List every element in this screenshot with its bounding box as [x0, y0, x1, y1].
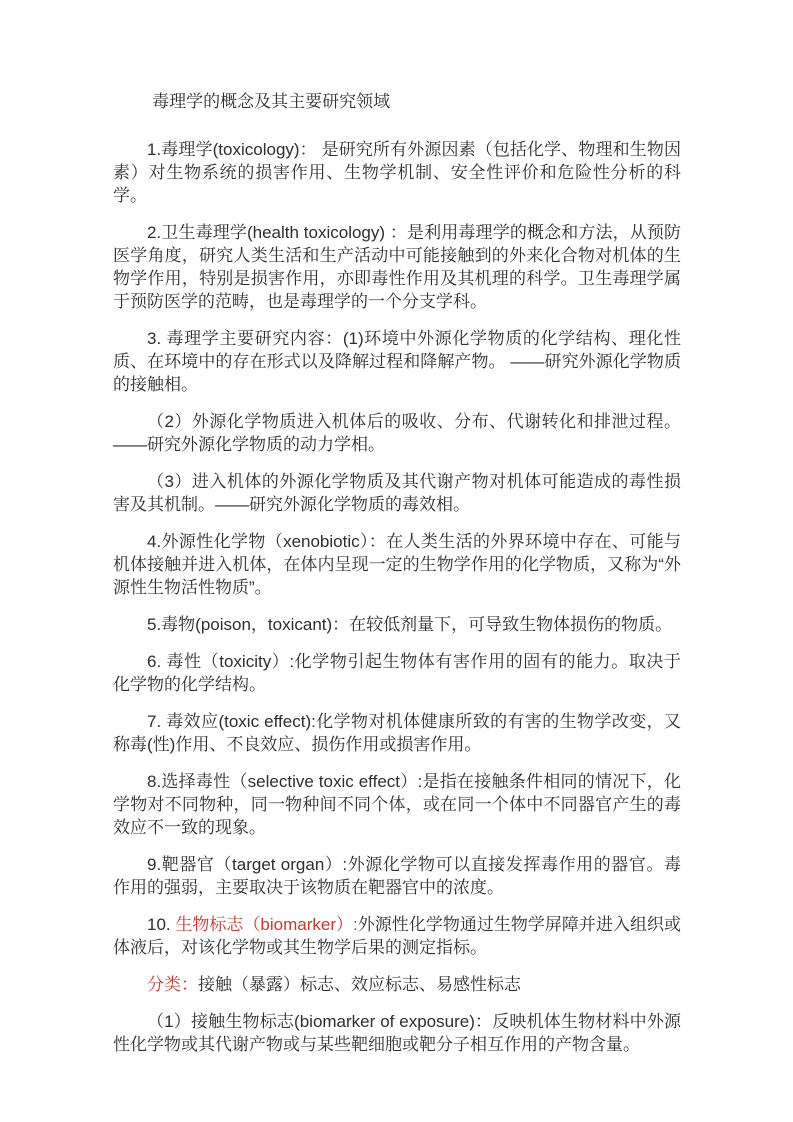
paragraph-definition-biomarker-of-exposure — [113, 1010, 681, 1056]
paragraph-definition-toxicology — [113, 138, 681, 207]
text-segment: 外源性化学物通过生物学屏障并进入组织或体液后，对该化学物或其生物学后果的测定指标。 — [113, 915, 681, 957]
paragraph-definition-poison — [113, 613, 681, 636]
paragraph-research-content-3 — [113, 470, 681, 516]
paragraph-definition-biomarker — [113, 913, 681, 959]
text-segment: 1.毒理学(toxicology)： 是研究所有外源因素（包括化学、物理和生物因素）对生物系统的损害作用、生物学机制、安全性评价和危险性分析的科学。 — [113, 140, 681, 205]
highlighted-term-classification: 分类： — [147, 975, 198, 994]
paragraph-definition-health-toxicology — [113, 221, 681, 313]
paragraph-research-content-2 — [113, 410, 681, 456]
text-segment: （2）外源化学物质进入机体后的吸收、分布、代谢转化和排泄过程。——研究外源化学物质的动力学相。 — [113, 412, 681, 454]
paragraph-definition-toxic-effect — [113, 710, 681, 756]
paragraph-definition-toxicity — [113, 650, 681, 696]
text-segment: 10. — [147, 915, 176, 934]
paragraph-definition-selective-toxicity — [113, 770, 681, 839]
text-segment: （3）进入机体的外源化学物质及其代谢产物对机体可能造成的毒性损害及其机制。——研究外源化学物质的毒效相。 — [113, 472, 681, 514]
text-segment: 6. 毒性（toxicity）:化学物引起生物体有害作用的固有的能力。取决于化学物的化学结构。 — [113, 652, 681, 694]
text-segment: 4.外源性化学物（xenobiotic）：在人类生活的外界环境中存在、可能与机体接触并进入机体，在体内呈现一定的生物学作用的化学物质，又称为“外源性生物活性物质”。 — [113, 532, 681, 597]
paragraph-definition-target-organ — [113, 853, 681, 899]
paragraph-definition-xenobiotic — [113, 530, 681, 599]
text-segment: 5.毒物(poison，toxicant)：在较低剂量下，可导致生物体损伤的物质。 — [147, 615, 673, 634]
text-segment: 2.卫生毒理学(health toxicology) ：是利用毒理学的概念和方法，从预防医学角度，研究人类生活和生产活动中可能接触到的外来化合物对机体的生物学作用，特别是损害作用，亦即毒性作用及其机理的科学。卫生毒理学属于预防医学的范畴，也是毒理学的一个分支学科。 — [113, 223, 681, 311]
text-segment: 接触（暴露）标志、效应标志、易感性标志 — [198, 975, 521, 994]
text-segment: 9.靶器官（target organ）:外源化学物可以直接发挥毒作用的器官。毒作用的强弱，主要取决于该物质在靶器官中的浓度。 — [113, 855, 681, 897]
text-segment: 7. 毒效应(toxic effect):化学物对机体健康所致的有害的生物学改变，又称毒(性)作用、不良效应、损伤作用或损害作用。 — [113, 712, 681, 754]
page-title — [113, 90, 681, 113]
text-segment: 3. 毒理学主要研究内容：(1)环境中外源化学物质的化学结构、理化性质、在环境中的存在形式以及降解过程和降解产物。 ——研究外源化学物质的接触相。 — [113, 329, 681, 394]
page-title-text: 毒理学的概念及其主要研究领域 — [152, 92, 391, 111]
paragraph-biomarker-classification — [113, 973, 681, 996]
text-segment: 8.选择毒性（selective toxic effect）:是指在接触条件相同的情况下，化学物对不同物种，同一物种间不同个体，或在同一个体中不同器官产生的毒效应不一致的现象。 — [113, 772, 681, 837]
highlighted-term-biomarker: 生物标志（biomarker）: — [175, 915, 358, 934]
paragraph-research-content-1 — [113, 327, 681, 396]
text-segment: （1）接触生物标志(biomarker of exposure)：反映机体生物材料中外源性化学物或其代谢产物或与某些靶细胞或靶分子相互作用的产物含量。 — [113, 1012, 681, 1054]
document-content — [113, 90, 681, 1070]
